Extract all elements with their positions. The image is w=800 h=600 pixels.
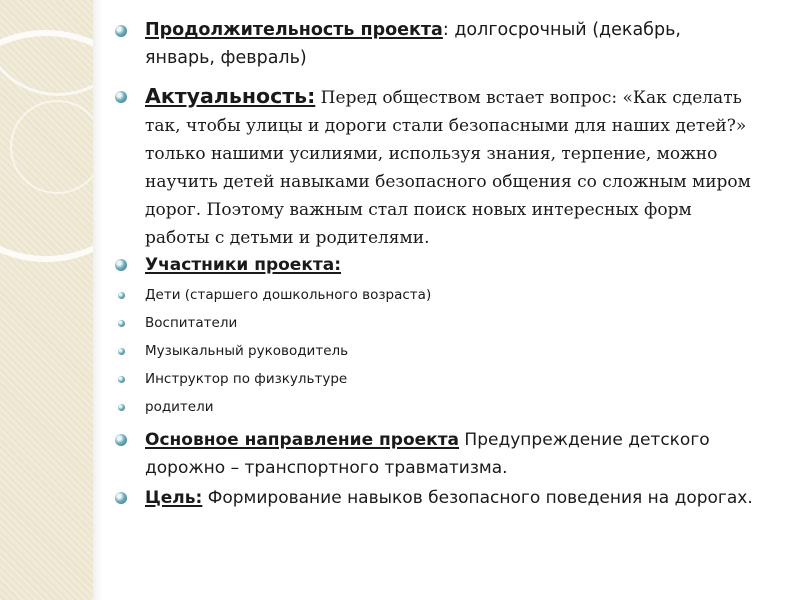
goal-label: Цель: [145, 488, 203, 508]
direction-text: Предупреждение детского дорожно – транспортного травматизма. [145, 430, 710, 478]
direction-paragraph [145, 426, 755, 482]
participant-text: Дети (старшего дошкольного возраста) [145, 287, 432, 303]
bullet-icon [118, 348, 125, 355]
relevance-text: Перед обществом встает вопрос: «Как сделать так, чтобы улицы и дороги стали безопасными для наших детей?» только нашими усилиями, используя знания, терпение, можно научить детей навыками безопасного общения со сложным миром дорог. Поэтому важным стал поиск новых интересных форм работы с детьми и родителями. [145, 88, 751, 248]
participant-text: Воспитатели [145, 315, 238, 331]
participants-heading [145, 252, 341, 278]
bullet-icon [118, 376, 125, 383]
bullet-icon [115, 91, 127, 103]
participant-text: Инструктор по физкультуре [145, 371, 348, 387]
direction-label: Основное направление проекта [145, 430, 460, 450]
goal-text: Формирование навыков безопасного поведения на дорогах. [202, 488, 753, 508]
relevance-label: Актуальность: [145, 84, 316, 108]
duration-paragraph [145, 16, 745, 72]
bullet-icon [115, 25, 127, 37]
participant-text: родители [145, 399, 214, 415]
participant-text: Музыкальный руководитель [145, 343, 349, 359]
relevance-paragraph [145, 82, 755, 252]
duration-label: Продолжительность проекта [145, 20, 443, 40]
participant-item [145, 341, 348, 361]
bullet-icon [115, 259, 127, 271]
bullet-icon [115, 434, 127, 446]
duration-text: : долгосрочный (декабрь, январь, февраль) [145, 20, 681, 68]
bullet-icon [118, 292, 125, 299]
participant-item [145, 369, 347, 389]
goal-paragraph [145, 484, 755, 512]
participants-label: Участники проекта: [145, 255, 341, 275]
participant-item [145, 285, 431, 305]
bullet-icon [118, 320, 125, 327]
participant-item [145, 397, 214, 417]
bullet-icon [118, 404, 125, 411]
participant-item [145, 313, 237, 333]
bullet-icon [115, 492, 127, 504]
